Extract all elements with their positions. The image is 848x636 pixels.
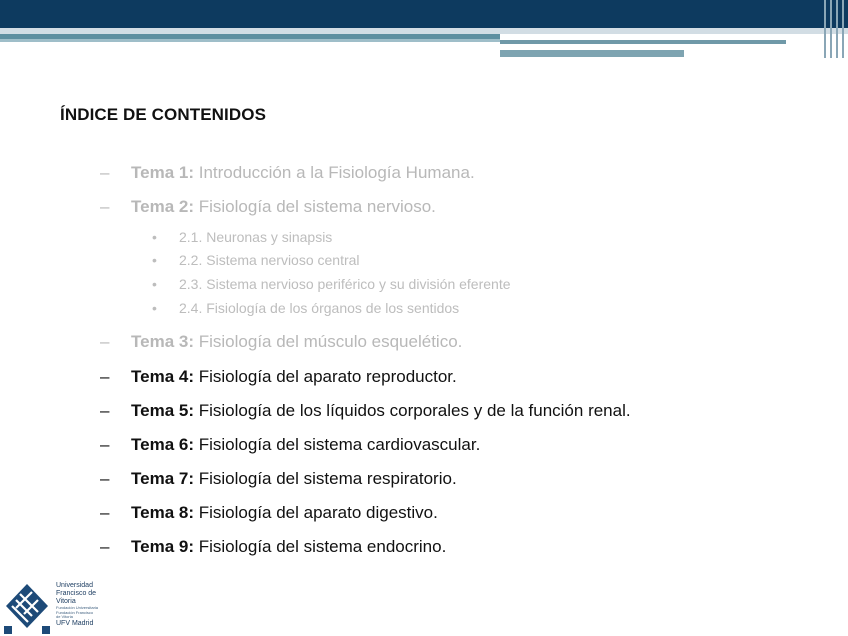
dash-marker: – — [100, 197, 110, 216]
dash-marker: – — [100, 332, 110, 351]
header-stripe-right — [500, 40, 786, 44]
logo-small-line: Fundación Universitaria — [56, 605, 99, 610]
header-edge-line — [836, 0, 838, 58]
bullet-marker: • — [152, 252, 157, 268]
topic-text: Introducción a la Fisiología Humana. — [198, 163, 475, 182]
header-stripe-pale — [0, 39, 500, 42]
subtopic-text: 2.3. Sistema nervioso periférico y su división eferente — [179, 276, 511, 292]
topic-label: Tema 8: — [131, 503, 194, 522]
header-edge-line — [830, 0, 832, 58]
header-edge-line — [842, 0, 844, 58]
dash-marker: – — [100, 469, 110, 488]
topic-label: Tema 6: — [131, 435, 194, 454]
header-stripe-right-lower — [500, 50, 684, 57]
subtopic-text: 2.4. Fisiología de los órganos de los sentidos — [179, 300, 460, 316]
topic-label: Tema 4: — [131, 367, 194, 386]
bullet-marker: • — [152, 300, 157, 316]
topic-label: Tema 5: — [131, 401, 194, 420]
topic-label: Tema 3: — [131, 332, 194, 351]
header-top-bar — [0, 0, 848, 28]
logo-line: Universidad — [56, 582, 93, 589]
topic-text: Fisiología del aparato digestivo. — [198, 503, 438, 522]
dash-marker: – — [100, 163, 110, 182]
logo-wordmark — [56, 582, 98, 628]
topic-text: Fisiología del sistema respiratorio. — [198, 469, 457, 488]
topic-label: Tema 7: — [131, 469, 194, 488]
logo-line: Francisco de — [56, 590, 97, 597]
dash-marker: – — [100, 401, 110, 420]
page-title: ÍNDICE DE CONTENIDOS — [60, 105, 267, 124]
logo-line: Vitoria — [56, 598, 76, 605]
header-edge-line — [824, 0, 826, 58]
bullet-marker: • — [152, 229, 157, 245]
university-logo — [0, 580, 110, 636]
topic-text: Fisiología del sistema nervioso. — [198, 197, 436, 216]
university-emblem-icon — [2, 580, 52, 636]
topic-label: Tema 2: — [131, 197, 194, 216]
topic-text: Fisiología del sistema cardiovascular. — [198, 435, 481, 454]
logo-small-line: Fundación Francisco — [56, 609, 94, 615]
subtopic-text: 2.1. Neuronas y sinapsis — [179, 229, 333, 245]
topic-text: Fisiología del músculo esquelético. — [198, 332, 463, 351]
bullet-marker: • — [152, 276, 157, 292]
topic-text: Fisiología del sistema endocrino. — [198, 537, 447, 556]
logo-line: UFV Madrid — [56, 619, 94, 627]
logo-small-line: de Vitoria — [56, 614, 73, 619]
topic-label: Tema 9: — [131, 537, 194, 556]
dash-marker: – — [100, 503, 110, 522]
topic-text: Fisiología del aparato reproductor. — [198, 367, 457, 386]
topic-label: Tema 1: — [131, 163, 194, 182]
dash-marker: – — [100, 367, 110, 386]
topic-text: Fisiología de los líquidos corporales y de la función renal. — [198, 401, 631, 420]
subtopic-text: 2.2. Sistema nervioso central — [179, 252, 360, 268]
dash-marker: – — [100, 537, 110, 556]
dash-marker: – — [100, 435, 110, 454]
